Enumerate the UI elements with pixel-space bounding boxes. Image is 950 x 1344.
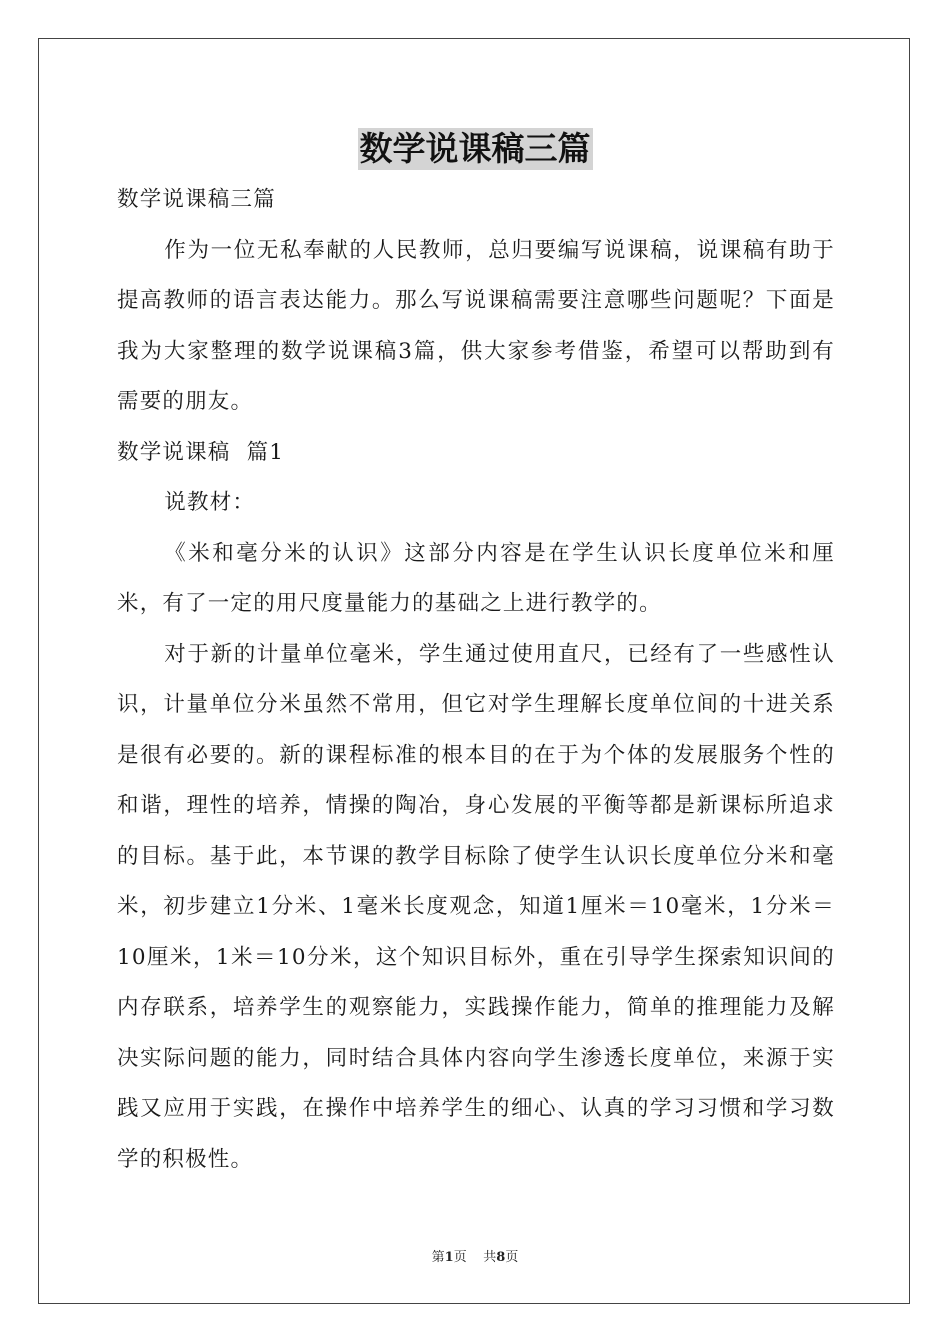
total-prefix: 共 [483,1250,497,1265]
intro-paragraph: 作为一位无私奉献的人民教师，总归要编写说课稿，说课稿有助于提高教师的语言表达能力。那么写说课稿需要注意哪些问题呢？下面是我为大家整理的数学说课稿3篇，供大家参考借鉴，希望可以帮助到有需要的朋友。 [117,237,835,414]
total-suffix: 页 [505,1250,519,1265]
section-heading: 数学说课稿 篇1 [117,439,285,465]
page-number: 1 [444,1250,454,1265]
document-body [117,175,835,1185]
body-paragraph-2: 对于新的计量单位毫米，学生通过使用直尺，已经有了一些感性认识，计量单位分米虽然不常用，但它对学生理解长度单位间的十进关系是很有必要的。新的课程标准的根本目的在于为个体的发展服务个性的和谐，理性的培养，情操的陶冶，身心发展的平衡等都是新课标所追求的目标。基于此，本节课的教学目标除了使学生认识长度单位分米和毫米，初步建立1分米、1毫米长度观念，知道1厘米＝10毫米，1分米＝10厘米，1米＝10分米，这个知识目标外，重在引导学生探索知识间的内存联系，培养学生的观察能力，实践操作能力，简单的推理能力及解决实际问题的能力，同时结合具体内容向学生渗透长度单位，来源于实践又应用于实践，在操作中培养学生的细心、认真的学习习惯和学习数学的积极性。 [117,641,835,1172]
document-subtitle: 数学说课稿三篇 [117,187,276,212]
page-footer [0,1246,950,1265]
body-paragraph-1: 《米和毫分米的认识》这部分内容是在学生认识长度单位米和厘米，有了一定的用尺度量能力的基础之上进行教学的。 [117,540,835,616]
document-title: 数学说课稿三篇 [359,129,591,168]
title-container [0,128,950,170]
page-suffix: 页 [453,1250,467,1265]
page-prefix: 第 [431,1250,445,1265]
total-pages: 8 [496,1250,506,1265]
subheading-teaching-material: 说教材： [164,490,256,515]
